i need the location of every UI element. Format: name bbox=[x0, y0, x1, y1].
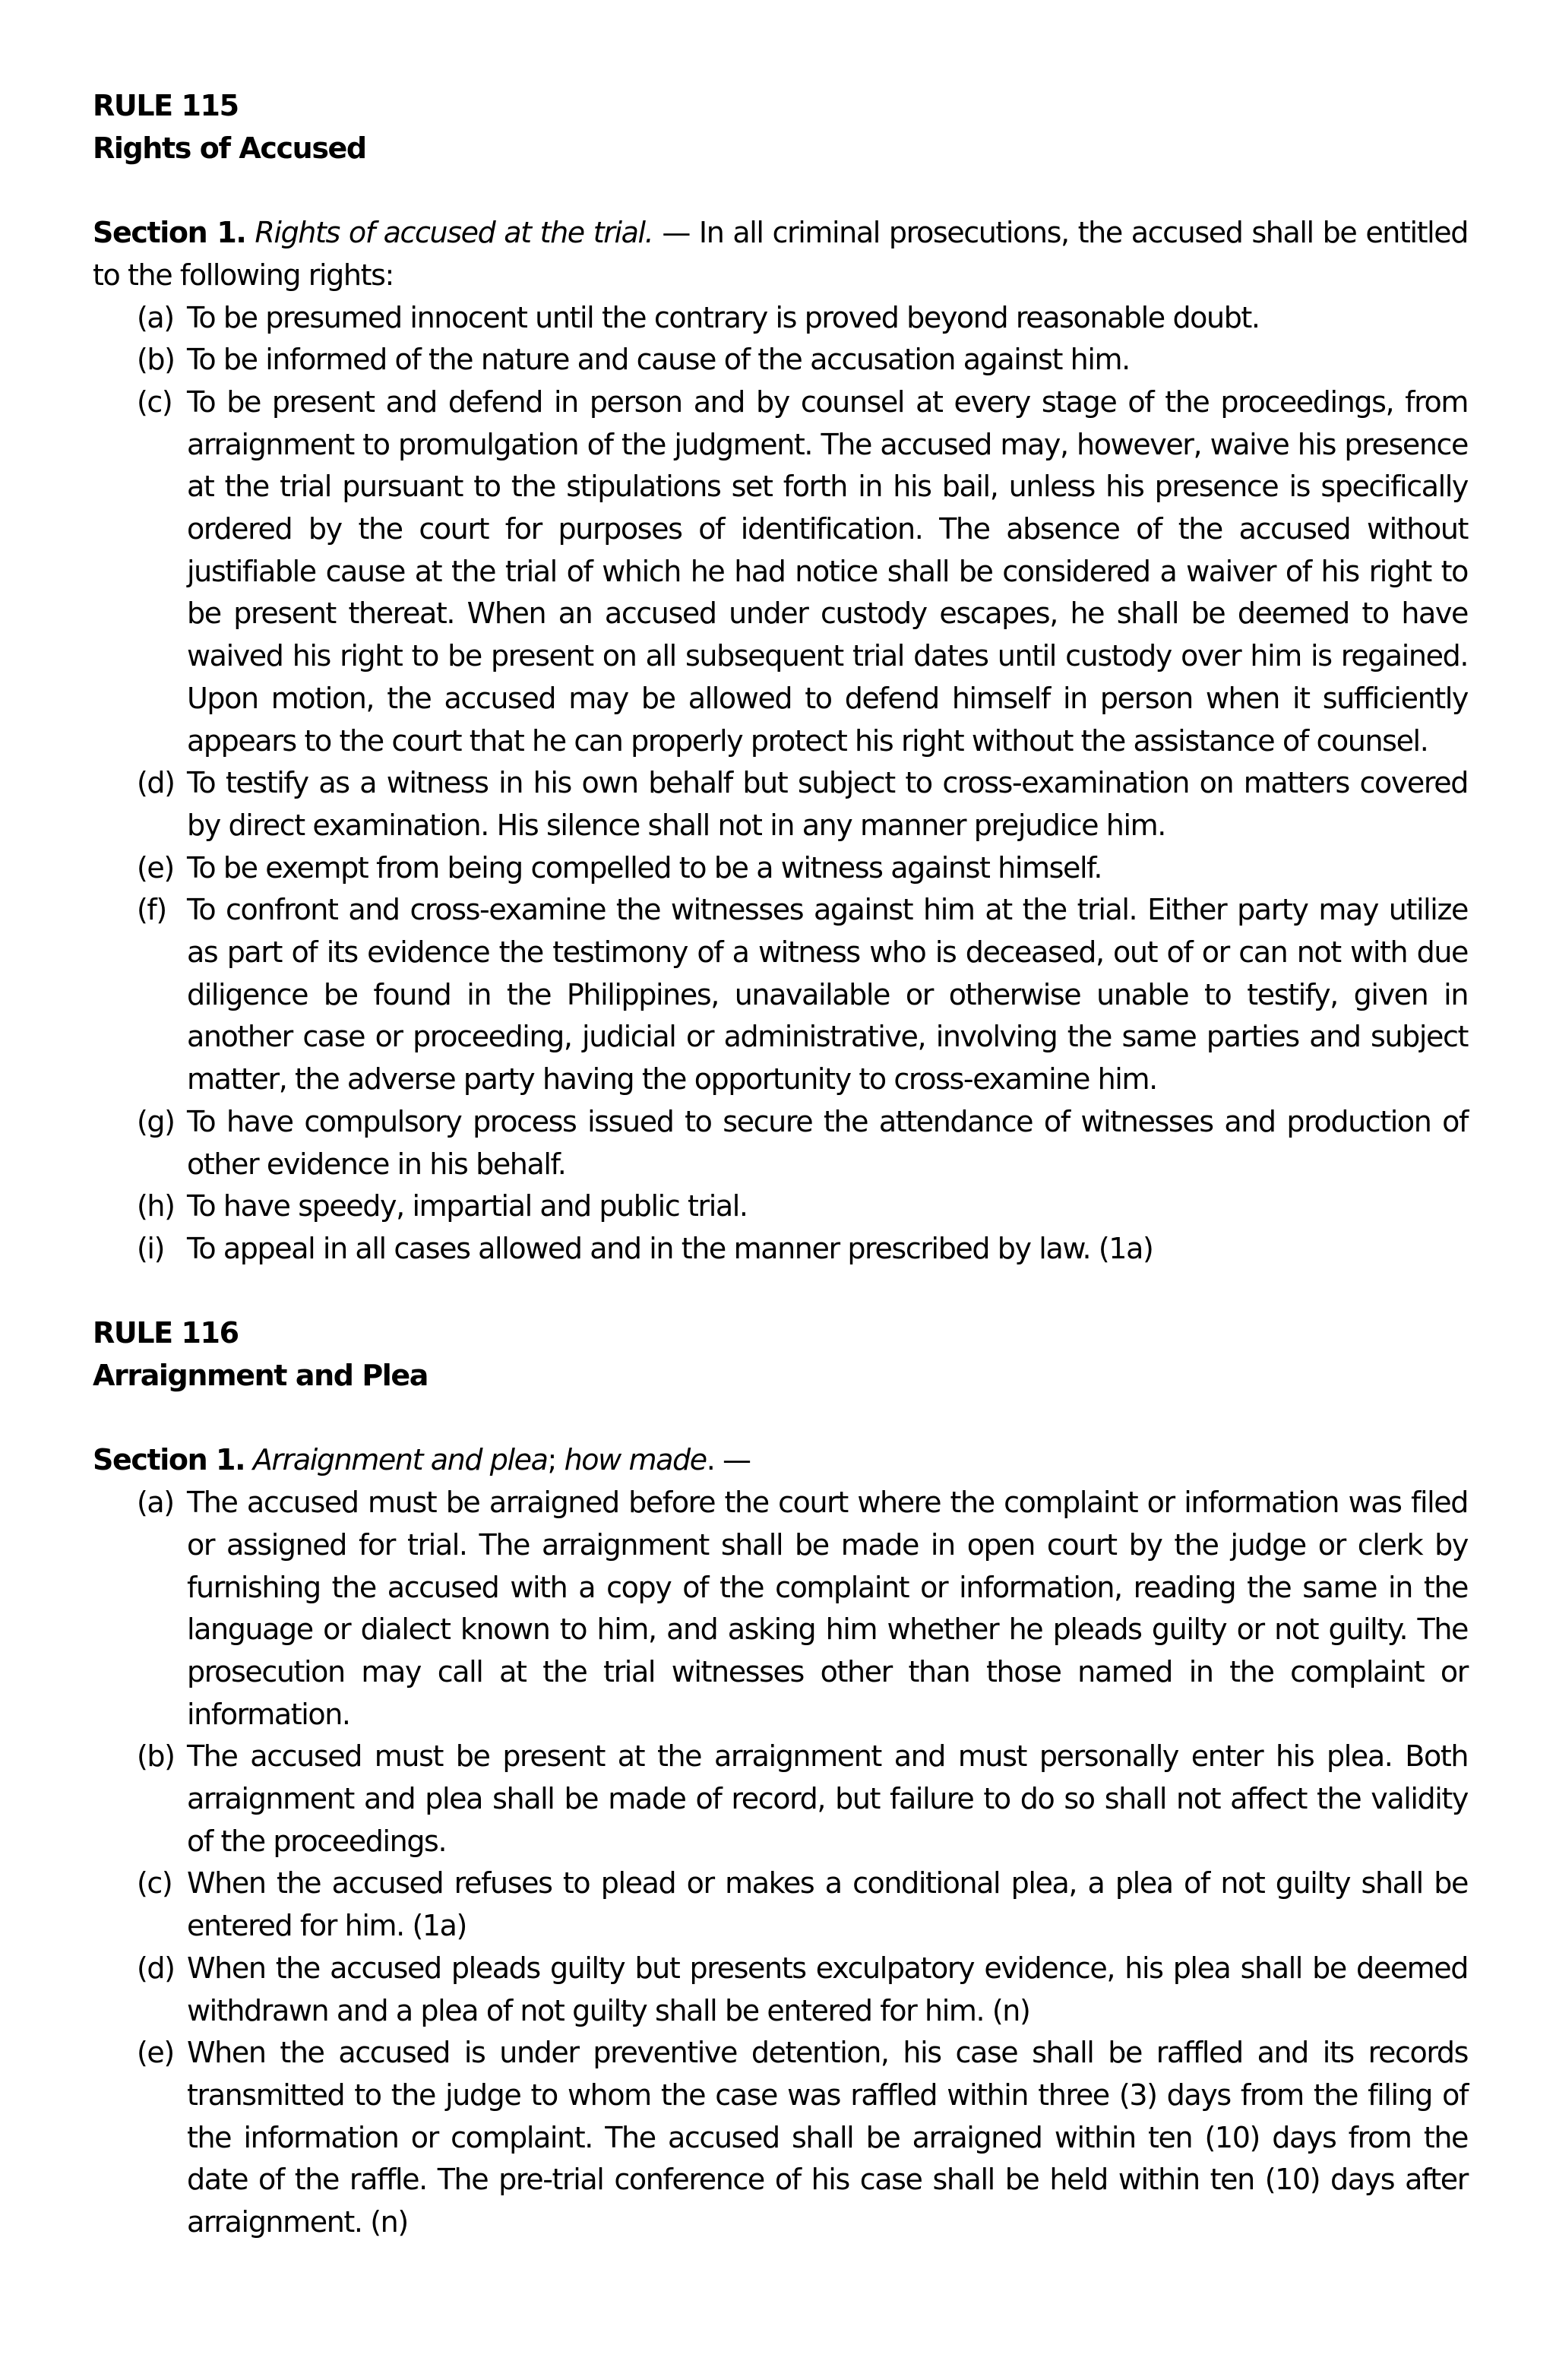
list-item bbox=[93, 1101, 1468, 1185]
section-caption-separator: ; bbox=[547, 1443, 565, 1477]
section-label: Section 1. bbox=[93, 216, 246, 250]
item-text: To be presumed innocent until the contrary is proved beyond reasonable doubt. bbox=[187, 300, 1260, 334]
item-text: To be informed of the nature and cause of the accusation against him. bbox=[187, 343, 1130, 377]
item-marker: (c) bbox=[137, 385, 172, 419]
rule-number: RULE 116 bbox=[93, 1316, 239, 1350]
item-text: To be exempt from being compelled to be a witness against himself. bbox=[187, 850, 1102, 885]
item-text: To have compulsory process issued to secure the attendance of witnesses and production of other evidence in his behalf. bbox=[187, 1104, 1468, 1181]
item-text: The accused must be present at the arraignment and must personally enter his plea. Both arraignment and plea shall be made of record, but failure to do so shall not affect the validity of the proceedings. bbox=[187, 1739, 1468, 1858]
rule-115 bbox=[93, 85, 1468, 1271]
item-text: When the accused is under preventive detention, his case shall be raffled and its records transmitted to the judge to whom the case was raffled within three (3) days from the filing of the information or complaint. The accused shall be arraigned within ten (10) days from the date of the raffle. The pre-trial conference of his case shall be held within ten (10) days after arraignment. (n) bbox=[187, 2036, 1468, 2239]
section-label: Section 1. bbox=[93, 1443, 245, 1477]
list-item bbox=[93, 1185, 1468, 1228]
section-caption: Arraignment and plea bbox=[252, 1443, 548, 1477]
item-text: The accused must be arraigned before the court where the complaint or information was filed or assigned for trial. The arraignment shall be made in open court by the judge or clerk by furnishing the accused with a copy of the complaint or information, reading the same in the language or dialect known to him, and asking him whether he pleads guilty or not guilty. The prosecution may call at the trial witnesses other than those named in the complaint or information. bbox=[187, 1486, 1468, 1731]
item-text: When the accused pleads guilty but presents exculpatory evidence, his plea shall be deemed withdrawn and a plea of not guilty shall be entered for him. (n) bbox=[187, 1951, 1468, 2027]
list-item bbox=[93, 339, 1468, 381]
section-intro bbox=[93, 212, 1468, 296]
list-item bbox=[93, 297, 1468, 340]
item-marker: (f) bbox=[137, 893, 166, 927]
rule-number: RULE 115 bbox=[93, 89, 239, 122]
list-item bbox=[93, 1863, 1468, 1947]
section-caption: Rights of accused at the trial. bbox=[255, 216, 653, 250]
item-text: To have speedy, impartial and public trial. bbox=[187, 1189, 748, 1223]
item-marker: (e) bbox=[137, 850, 174, 885]
list-item bbox=[93, 1736, 1468, 1863]
item-marker: (c) bbox=[137, 1866, 172, 1901]
rule-116 bbox=[93, 1312, 1468, 2243]
item-marker: (d) bbox=[137, 766, 175, 800]
item-marker: (d) bbox=[137, 1951, 175, 1985]
rule-title: Rights of Accused bbox=[93, 131, 366, 165]
list-item bbox=[93, 1228, 1468, 1271]
item-text: To be present and defend in person and by counsel at every stage of the proceedings, from arraignment to promulgation of the judgment. The accused may, however, waive his presence at the trial pursuant to the stipulations set forth in his bail, unless his presence is specifically ordered by the court for purposes of identification. The absence of the accused without justifiable cause at the trial of which he had notice shall be considered a waiver of his right to be present thereat. When an accused under custody escapes, he shall be deemed to have waived his right to be present on all subsequent trial dates until custody over him is regained. Upon motion, the accused may be allowed to defend himself in person when it sufficiently appears to the court that he can properly protect his right without the assistance of counsel. bbox=[187, 385, 1468, 758]
document-page bbox=[93, 85, 1468, 2244]
list-item bbox=[93, 2032, 1468, 2244]
item-text: To appeal in all cases allowed and in the manner prescribed by law. (1a) bbox=[187, 1231, 1153, 1265]
section-intro-text: . — bbox=[706, 1443, 751, 1477]
list-item bbox=[93, 1482, 1468, 1736]
rule-separator bbox=[93, 1271, 1468, 1313]
section bbox=[93, 1439, 1468, 2243]
arraignment-list bbox=[93, 1482, 1468, 2244]
list-item bbox=[93, 1948, 1468, 2032]
section bbox=[93, 212, 1468, 1271]
rule-title: Arraignment and Plea bbox=[93, 1359, 429, 1393]
section-caption-subtitle: how made bbox=[564, 1443, 707, 1477]
item-marker: (i) bbox=[137, 1231, 165, 1265]
section-intro bbox=[93, 1439, 1468, 1482]
list-item bbox=[93, 847, 1468, 890]
item-text: To confront and cross-examine the witnesses against him at the trial. Either party may utilize as part of its evidence the testimony of a witness who is deceased, out of or can not with due diligence be found in the Philippines, unavailable or otherwise unable to testify, given in another case or proceeding, judicial or administrative, involving the same parties and subject matter, the adverse party having the opportunity to cross-examine him. bbox=[187, 893, 1468, 1097]
item-marker: (h) bbox=[137, 1189, 175, 1223]
item-text: To testify as a witness in his own behalf but subject to cross-examination on matters covered by direct examination. His silence shall not in any manner prejudice him. bbox=[187, 766, 1468, 842]
item-marker: (g) bbox=[137, 1104, 175, 1138]
item-marker: (b) bbox=[137, 343, 175, 377]
list-item bbox=[93, 381, 1468, 762]
rights-list bbox=[93, 297, 1468, 1271]
list-item bbox=[93, 762, 1468, 847]
list-item bbox=[93, 889, 1468, 1101]
section-intro-text: — In all criminal prosecutions, the accused shall be entitled to the following rights: bbox=[93, 216, 1468, 292]
item-marker: (e) bbox=[137, 2036, 174, 2070]
item-marker: (a) bbox=[137, 300, 174, 334]
item-marker: (a) bbox=[137, 1486, 174, 1520]
item-text: When the accused refuses to plead or makes a conditional plea, a plea of not guilty shall be entered for him. (1a) bbox=[187, 1866, 1468, 1943]
item-marker: (b) bbox=[137, 1739, 175, 1774]
